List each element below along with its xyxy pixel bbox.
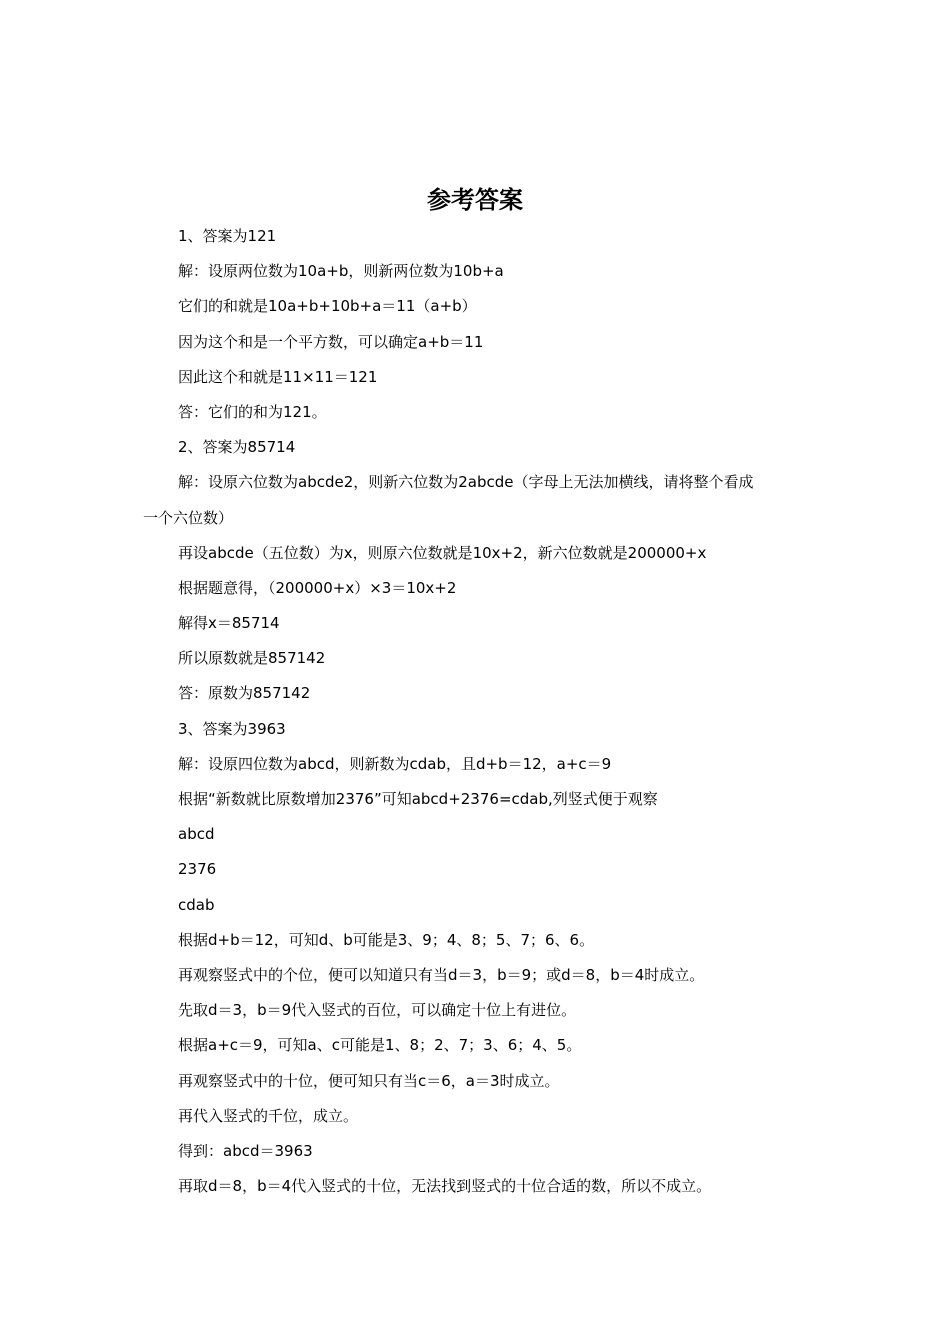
text-line: 再取d＝8，b＝4代入竖式的十位，无法找到竖式的十位合适的数，所以不成立。 xyxy=(178,1177,712,1196)
text-line: 因此这个和就是11×11＝121 xyxy=(178,367,378,386)
text-line: 答：原数为857142 xyxy=(178,684,311,703)
text-line: 根据题意得，（200000+x）×3＝10x+2 xyxy=(178,578,457,597)
text-line: 再代入竖式的千位，成立。 xyxy=(178,1106,359,1125)
text-line: 答：它们的和为121。 xyxy=(178,402,327,421)
vertical-calc-row: cdab xyxy=(178,895,215,914)
vertical-calc-row: 2376 xyxy=(178,860,217,879)
text-line: 解：设原四位数为abcd，则新数为cdab，且d+b＝12，a+c＝9 xyxy=(178,754,612,773)
text-line: 解：设原六位数为abcde2，则新六位数为2abcde（字母上无法加横线，请将整个看成 xyxy=(178,473,754,492)
text-line: 解得x＝85714 xyxy=(178,614,280,633)
page-title: 参考答案 xyxy=(427,186,523,214)
text-line: 所以原数就是857142 xyxy=(178,649,326,668)
answer-2-heading: 2、答案为85714 xyxy=(178,438,296,457)
text-line: 解：设原两位数为10a+b，则新两位数为10b+a xyxy=(178,262,504,281)
text-line: 根据a+c＝9，可知a、c可能是1、8；2、7；3、6；4、5。 xyxy=(178,1036,582,1055)
answer-body xyxy=(143,219,823,1204)
text-line: 再观察竖式中的个位，便可以知道只有当d＝3，b＝9；或d＝8，b＝4时成立。 xyxy=(178,965,705,984)
text-line: 再观察竖式中的十位，便可知只有当c＝6，a＝3时成立。 xyxy=(178,1071,560,1090)
text-line: 根据“新数就比原数增加2376”可知abcd+2376=cdab,列竖式便于观察 xyxy=(178,790,658,808)
text-line: 根据d+b＝12，可知d、b可能是3、9；4、8；5、7；6、6。 xyxy=(178,930,595,949)
text-line: 它们的和就是10a+b+10b+a＝11（a+b） xyxy=(178,297,477,316)
vertical-calc-row: abcd xyxy=(178,825,215,844)
text-line: 再设abcde（五位数）为x，则原六位数就是10x+2，新六位数就是200000+x xyxy=(178,543,707,562)
answer-3-heading: 3、答案为3963 xyxy=(178,719,286,738)
text-line: 先取d＝3，b＝9代入竖式的百位，可以确定十位上有进位。 xyxy=(178,1001,577,1020)
text-line: 因为这个和是一个平方数，可以确定a+b＝11 xyxy=(178,332,484,351)
text-line-continuation: 一个六位数） xyxy=(143,508,234,527)
answer-1-heading: 1、答案为121 xyxy=(178,227,277,245)
text-line: 得到：abcd＝3963 xyxy=(178,1141,313,1160)
